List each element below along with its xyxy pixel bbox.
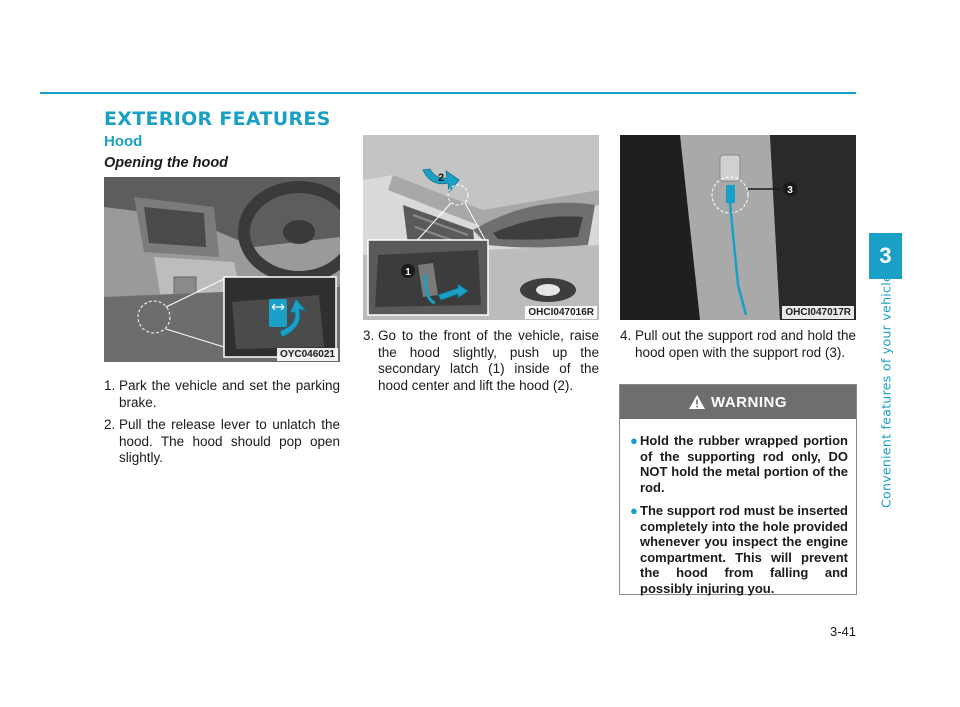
step-item: 4. Pull out the support rod and hold the hood open with the support rod (3). [620, 328, 856, 360]
figure-code: OYC046021 [277, 348, 338, 361]
figure-code: OHCI047016R [525, 306, 597, 319]
warning-item: ● The support rod must be inserted completely into the hole provided whenever you inspect the engine compartment. This will prevent the hood from falling and possibly injuring you. [630, 503, 848, 596]
callout-1: 1 [405, 267, 411, 278]
step-item: 2. Pull the release lever to unlatch the hood. The hood should pop open slightly. [104, 417, 340, 465]
figure-release-lever [104, 177, 340, 362]
bullet-icon: ● [630, 503, 638, 518]
warning-box [619, 384, 857, 595]
topic-title: Opening the hood [104, 155, 229, 171]
callout-3: 3 [787, 185, 793, 196]
warning-triangle-icon [689, 395, 705, 409]
steps-list-column-2 [363, 328, 599, 400]
step-text: Park the vehicle and set the parking brake. [119, 378, 340, 410]
step-item: 3. Go to the front of the vehicle, raise the hood slightly, push up the secondary latch (1) inside of the hood center and lift the hood (2). [363, 328, 599, 393]
chapter-tab: 3 [869, 233, 902, 279]
bullet-icon: ● [630, 433, 638, 448]
step-text: Pull out the support rod and hold the hood open with the support rod (3). [635, 328, 856, 360]
warning-item: ● Hold the rubber wrapped portion of the supporting rod only, DO NOT hold the metal portion of the rod. [630, 433, 848, 495]
section-title: EXTERIOR FEATURES [104, 108, 331, 130]
page-number: 3-41 [829, 624, 856, 639]
warning-title: WARNING [711, 393, 787, 411]
steps-list-column-1 [104, 378, 340, 473]
figure-support-rod [620, 135, 856, 320]
figure-secondary-latch [363, 135, 599, 320]
header-rule [40, 92, 856, 94]
release-lever-illustration [104, 177, 340, 362]
secondary-latch-illustration [363, 135, 599, 320]
chapter-title: Convenient features of your vehicle [878, 273, 894, 509]
step-item: 1. Park the vehicle and set the parking brake. [104, 378, 340, 410]
steps-list-column-3 [620, 328, 856, 367]
step-text: Pull the release lever to unlatch the hood. The hood should pop open slightly. [119, 417, 340, 465]
callout-2: 2 [438, 172, 445, 184]
warning-header [620, 385, 856, 419]
chapter-title-vertical [876, 273, 896, 509]
step-text: Go to the front of the vehicle, raise the hood slightly, push up the secondary latch (1) inside of the hood center and lift the hood (2). [378, 328, 599, 393]
figure-code: OHCI047017R [782, 306, 854, 319]
subsection-title: Hood [104, 133, 143, 150]
warning-list [620, 419, 856, 596]
support-rod-illustration [620, 135, 856, 320]
